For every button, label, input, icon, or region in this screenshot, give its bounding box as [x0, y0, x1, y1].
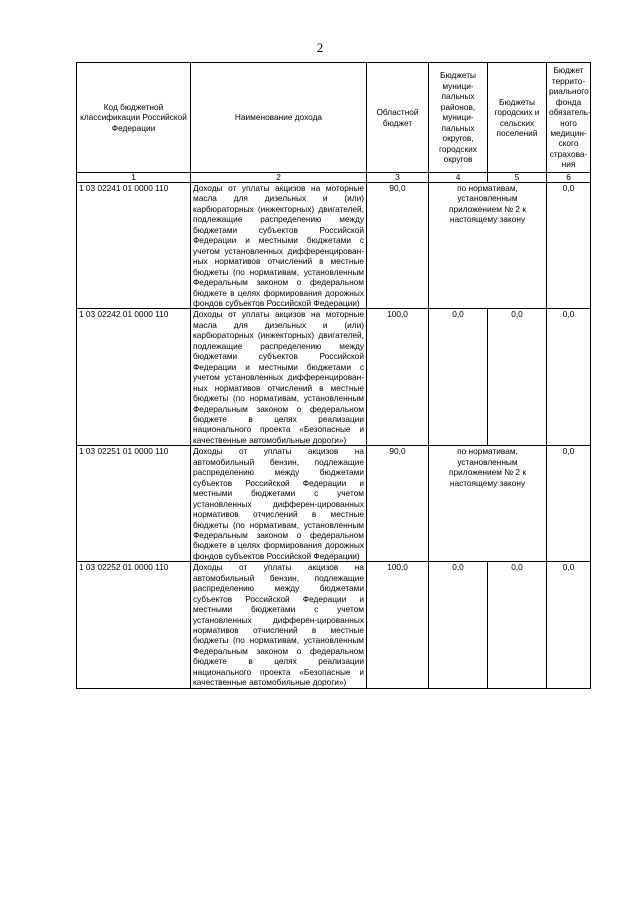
header-name: Наименование дохода: [191, 63, 367, 173]
column-number-row: [77, 173, 591, 183]
header-code: Код бюджетной классификации Российской Федерации: [77, 63, 191, 173]
row-settlements-value: 0,0: [488, 309, 547, 446]
row-regional-value: 100,0: [367, 562, 429, 688]
table-row: [77, 446, 591, 562]
row-name: Доходы от уплаты акцизов на моторные масла для дизельных и (или) карбюраторных (инжекторных) двигателей, подлежащие распределению между бюджетами субъектов Российской Федерации и местными бюджетами с учетом установленных дифференцирован-ных нормативов отчислений в местные бюджеты (по нормативам, установленным Федеральным законом о федеральном бюджете в целях формирования дорожных фондов субъектов Российской Федерации): [191, 183, 367, 309]
row-regional-value: 100,0: [367, 309, 429, 446]
revenue-distribution-table: [76, 62, 591, 689]
row-tfoms-value: 0,0: [547, 309, 591, 446]
table-row: [77, 562, 591, 688]
table-row: [77, 183, 591, 309]
row-name: Доходы от уплаты акцизов на автомобильный бензин, подлежащие распределению между бюджетами субъектов Российской Федерации и местными бюджетами с учетом установленных дифферен-цированных нормативов отчислений в местные бюджеты (по нормативам, установленным Федеральным законом о федеральном бюджете в целях формирования дорожных фондов субъектов Российской Федерации): [191, 446, 367, 562]
column-number: 5: [488, 173, 547, 183]
row-municipal-value: 0,0: [429, 562, 488, 688]
row-municipal-value: 0,0: [429, 309, 488, 446]
page-number: 2: [316, 40, 324, 55]
row-settlements-value: 0,0: [488, 562, 547, 688]
column-number: 3: [367, 173, 429, 183]
row-tfoms-value: 0,0: [547, 183, 591, 309]
header-settlements: Бюджеты городских и сельских поселений: [488, 63, 547, 173]
row-code: 1 03 02241 01 0000 110: [77, 183, 191, 309]
header-municipal: Бюджеты муници-пальных районов, муници-пальных округов, городских округов: [429, 63, 488, 173]
column-number: 4: [429, 173, 488, 183]
row-local-normative: по нормативам, установленным приложением № 2 к настоящему закону: [429, 183, 547, 309]
header-regional: Областной бюджет: [367, 63, 429, 173]
row-tfoms-value: 0,0: [547, 446, 591, 562]
column-number: 2: [191, 173, 367, 183]
row-code: 1 03 02242 01 0000 110: [77, 309, 191, 446]
table-row: [77, 309, 591, 446]
header-tfoms: Бюджет террито-риального фонда обязатель-ного медицин-ского страхова-ния: [547, 63, 591, 173]
row-regional-value: 90,0: [367, 446, 429, 562]
row-code: 1 03 02251 01 0000 110: [77, 446, 191, 562]
header-row: [77, 63, 591, 173]
row-regional-value: 90,0: [367, 183, 429, 309]
row-code: 1 03 02252 01 0000 110: [77, 562, 191, 688]
row-name: Доходы от уплаты акцизов на автомобильный бензин, подлежащие распределению между бюджетами субъектов Российской Федерации и местными бюджетами с учетом установленных дифферен-цированных нормативов отчислений в местные бюджеты (по нормативам, установленным Федеральным законом о федеральном бюджете в целях реализации национального проекта «Безопасные и качественные автомобильные дороги»): [191, 562, 367, 688]
column-number: 6: [547, 173, 591, 183]
row-name: Доходы от уплаты акцизов на моторные масла для дизельных и (или) карбюраторных (инжекторных) двигателей, подлежащие распределению между бюджетами субъектов Российской Федерации и местными бюджетами с учетом установленных дифференцирован-ных нормативов отчислений в местные бюджеты (по нормативам, установленным Федеральным законом о федеральном бюджете в целях реализации национального проекта «Безопасные и качественные автомобильные дороги»): [191, 309, 367, 446]
row-local-normative: по нормативам, установленным приложением № 2 к настоящему закону: [429, 446, 547, 562]
column-number: 1: [77, 173, 191, 183]
row-tfoms-value: 0,0: [547, 562, 591, 688]
